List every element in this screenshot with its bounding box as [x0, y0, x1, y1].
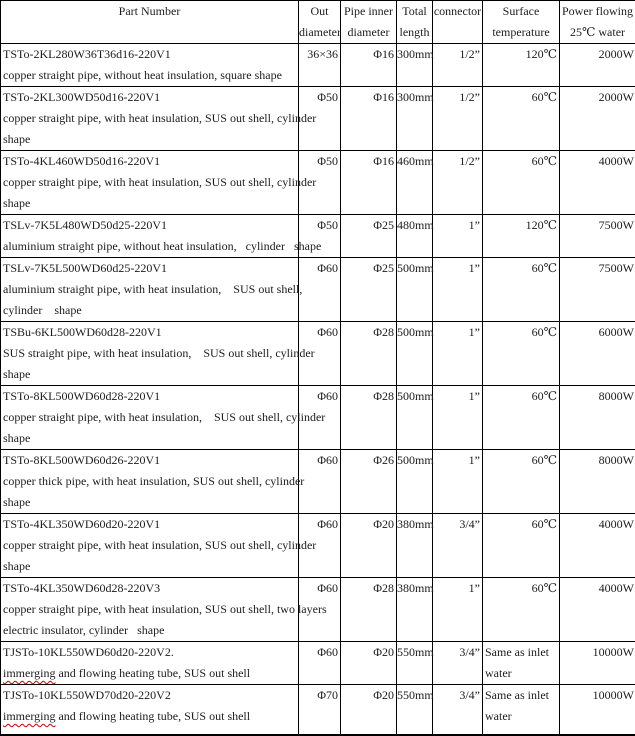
- cell-value: water: [485, 706, 559, 727]
- table-row: [1, 44, 635, 87]
- cell-value: Φ25: [341, 258, 394, 279]
- cell-value: 300mm: [397, 87, 430, 108]
- part-description-line: copper straight pipe, with heat insulation, SUS out shell, cylinder: [3, 535, 298, 556]
- table-row: [1, 215, 635, 258]
- pipe-inner-diameter-cell: [341, 386, 397, 450]
- part-number-cell: [1, 386, 299, 450]
- column-header-connector: [433, 1, 483, 44]
- power-cell: [560, 44, 635, 87]
- cell-value: 8000W: [560, 450, 634, 471]
- surface-temperature-cell: [483, 514, 560, 578]
- cell-value: Φ60: [299, 578, 338, 599]
- pipe-inner-diameter-cell: [341, 258, 397, 322]
- cell-value: Φ28: [341, 386, 394, 407]
- cell-value: 60℃: [483, 450, 557, 471]
- pipe-inner-diameter-cell: [341, 578, 397, 642]
- power-cell: [560, 642, 635, 685]
- surface-temperature-cell: [483, 44, 560, 87]
- part-description-line: shape: [3, 193, 298, 214]
- cell-value: Φ28: [341, 578, 394, 599]
- connector-cell: [433, 87, 483, 151]
- cell-value: Φ20: [341, 514, 394, 535]
- cell-value: 1/2”: [433, 151, 480, 172]
- part-description-line: shape: [3, 556, 298, 577]
- column-header-total-length: [397, 1, 433, 44]
- cell-value: 1”: [433, 258, 480, 279]
- power-cell: [560, 151, 635, 215]
- misspelled-word: immerging: [3, 709, 55, 723]
- cell-value: 3/4”: [433, 642, 480, 663]
- pipe-inner-diameter-cell: [341, 450, 397, 514]
- power-cell: [560, 322, 635, 386]
- column-header-line: length: [397, 22, 432, 43]
- power-cell: [560, 685, 635, 735]
- part-description-rest: and flowing heating tube, SUS out shell: [55, 666, 250, 680]
- column-header-line: connector: [433, 1, 482, 22]
- pipe-inner-diameter-cell: [341, 514, 397, 578]
- part-description-rest: and flowing heating tube, SUS out shell: [55, 709, 250, 723]
- out-diameter-cell: [299, 685, 341, 735]
- pipe-inner-diameter-cell: [341, 44, 397, 87]
- total-length-cell: [397, 322, 433, 386]
- surface-temperature-cell: [483, 685, 560, 735]
- cell-value: 550mm: [397, 642, 430, 663]
- part-number: TSLv-7K5L480WD50d25-220V1: [3, 215, 298, 236]
- cell-value: Φ50: [299, 87, 338, 108]
- cell-value: 2000W: [560, 87, 634, 108]
- surface-temperature-cell: [483, 215, 560, 258]
- part-number: TSTo-2KL280W36T36d16-220V1: [3, 44, 298, 65]
- total-length-cell: [397, 578, 433, 642]
- cell-value: 3/4”: [433, 514, 480, 535]
- cell-value: 1”: [433, 215, 480, 236]
- column-header-line: temperature: [483, 22, 559, 43]
- column-header-line: Part Number: [1, 1, 298, 22]
- surface-temperature-cell: [483, 258, 560, 322]
- part-description-line: copper thick pipe, with heat insulation, SUS out shell, cylinder: [3, 471, 298, 492]
- part-description-line: [3, 706, 298, 727]
- cell-value: Φ28: [341, 322, 394, 343]
- cell-value: Φ20: [341, 685, 394, 706]
- cell-value: Φ60: [299, 258, 338, 279]
- cell-value: 4000W: [560, 151, 634, 172]
- part-description-line: aluminium straight pipe, with heat insulation, SUS out shell,: [3, 279, 298, 300]
- cell-value: 60℃: [483, 322, 557, 343]
- cell-value: Φ16: [341, 44, 394, 65]
- cell-value: 6000W: [560, 322, 634, 343]
- connector-cell: [433, 386, 483, 450]
- cell-value: 60℃: [483, 514, 557, 535]
- cell-value: 380mm: [397, 578, 430, 599]
- power-cell: [560, 87, 635, 151]
- column-header-line: Total: [397, 1, 432, 22]
- cell-value: 500mm: [397, 450, 430, 471]
- connector-cell: [433, 44, 483, 87]
- cell-value: 380mm: [397, 514, 430, 535]
- table-row: [1, 685, 635, 735]
- surface-temperature-cell: [483, 386, 560, 450]
- part-description-line: copper straight pipe, with heat insulation, SUS out shell, cylinder: [3, 407, 298, 428]
- pipe-inner-diameter-cell: [341, 322, 397, 386]
- cell-value: 500mm: [397, 322, 430, 343]
- cell-value: Φ60: [299, 386, 338, 407]
- cell-value: 4000W: [560, 578, 634, 599]
- table-row: [1, 514, 635, 578]
- total-length-cell: [397, 386, 433, 450]
- part-description-line: electric insulator, cylinder shape: [3, 620, 298, 641]
- column-header-out-diameter: [299, 1, 341, 44]
- column-header-surface-temperature: [483, 1, 560, 44]
- pipe-inner-diameter-cell: [341, 642, 397, 685]
- cell-value: 3/4”: [433, 685, 480, 706]
- surface-temperature-cell: [483, 642, 560, 685]
- pipe-inner-diameter-cell: [341, 151, 397, 215]
- part-description-line: [3, 663, 298, 684]
- part-number-cell: [1, 215, 299, 258]
- part-number-cell: [1, 151, 299, 215]
- total-length-cell: [397, 450, 433, 514]
- part-number-cell: [1, 514, 299, 578]
- part-description-line: shape: [3, 364, 298, 385]
- column-header-line: Surface: [483, 1, 559, 22]
- part-number: TJSTo-10KL550WD60d20-220V2.: [3, 642, 298, 663]
- cell-value: Φ16: [341, 151, 394, 172]
- cell-value: 7500W: [560, 258, 634, 279]
- cell-value: Φ25: [341, 215, 394, 236]
- connector-cell: [433, 642, 483, 685]
- part-description-line: shape: [3, 428, 298, 449]
- cell-value: 60℃: [483, 87, 557, 108]
- connector-cell: [433, 578, 483, 642]
- cell-value: 1”: [433, 322, 480, 343]
- cell-value: water: [485, 663, 559, 684]
- cell-value: 1”: [433, 578, 480, 599]
- cell-value: 60℃: [483, 151, 557, 172]
- part-number: TJSTo-10KL550WD70d20-220V2: [3, 685, 298, 706]
- part-description-line: copper straight pipe, with heat insulation, SUS out shell, cylinder: [3, 108, 298, 129]
- part-number: TSTo-4KL350WD60d28-220V3: [3, 578, 298, 599]
- part-number-cell: [1, 685, 299, 735]
- column-header-line: Pipe inner: [341, 1, 396, 22]
- table-row: [1, 258, 635, 322]
- cell-value: 8000W: [560, 386, 634, 407]
- cell-value: Φ50: [299, 151, 338, 172]
- cell-value: 60℃: [483, 386, 557, 407]
- cell-value: 10000W: [560, 685, 634, 706]
- power-cell: [560, 514, 635, 578]
- misspelled-word: immerging: [3, 666, 55, 680]
- table-header: [1, 1, 635, 44]
- power-cell: [560, 258, 635, 322]
- cell-value: Φ16: [341, 87, 394, 108]
- cell-value: 300mm: [397, 44, 430, 65]
- part-number-cell: [1, 450, 299, 514]
- table-row: [1, 578, 635, 642]
- cell-value: 10000W: [560, 642, 634, 663]
- part-number: TSLv-7K5L500WD60d25-220V1: [3, 258, 298, 279]
- pipe-inner-diameter-cell: [341, 87, 397, 151]
- cell-value: 460mm: [397, 151, 430, 172]
- out-diameter-cell: [299, 44, 341, 87]
- column-header-line: diameter: [299, 22, 340, 43]
- cell-value: 1/2”: [433, 87, 480, 108]
- part-description-line: aluminium straight pipe, without heat insulation, cylinder shape: [3, 236, 298, 257]
- part-number: TSTo-4KL350WD60d20-220V1: [3, 514, 298, 535]
- part-number-cell: [1, 44, 299, 87]
- table-body: [1, 44, 635, 735]
- surface-temperature-cell: [483, 151, 560, 215]
- part-description-line: cylinder shape: [3, 300, 298, 321]
- cell-value: Same as inlet: [485, 685, 559, 706]
- part-description-line: shape: [3, 492, 298, 513]
- header-row: [1, 1, 635, 44]
- surface-temperature-cell: [483, 450, 560, 514]
- table-row: [1, 386, 635, 450]
- out-diameter-cell: [299, 258, 341, 322]
- part-description-line: copper straight pipe, with heat insulation, SUS out shell, cylinder: [3, 172, 298, 193]
- table-row: [1, 151, 635, 215]
- part-number: TSTo-4KL460WD50d16-220V1: [3, 151, 298, 172]
- cell-value: Φ20: [341, 642, 394, 663]
- connector-cell: [433, 450, 483, 514]
- connector-cell: [433, 685, 483, 735]
- total-length-cell: [397, 215, 433, 258]
- surface-temperature-cell: [483, 322, 560, 386]
- cell-value: 36×36: [299, 44, 338, 65]
- out-diameter-cell: [299, 642, 341, 685]
- connector-cell: [433, 215, 483, 258]
- connector-cell: [433, 151, 483, 215]
- cell-value: 2000W: [560, 44, 634, 65]
- part-number-cell: [1, 87, 299, 151]
- part-number: TSBu-6KL500WD60d28-220V1: [3, 322, 298, 343]
- cell-value: Φ60: [299, 642, 338, 663]
- cell-value: Φ26: [341, 450, 394, 471]
- total-length-cell: [397, 44, 433, 87]
- cell-value: 480mm: [397, 215, 430, 236]
- pipe-inner-diameter-cell: [341, 685, 397, 735]
- table-row: [1, 322, 635, 386]
- part-number: TSTo-2KL300WD50d16-220V1: [3, 87, 298, 108]
- part-number-cell: [1, 322, 299, 386]
- part-description-line: shape: [3, 129, 298, 150]
- cell-value: Same as inlet: [485, 642, 559, 663]
- power-cell: [560, 450, 635, 514]
- cell-value: 500mm: [397, 386, 430, 407]
- part-number: TSTo-8KL500WD60d26-220V1: [3, 450, 298, 471]
- pipe-inner-diameter-cell: [341, 215, 397, 258]
- column-header-line: diameter: [341, 22, 396, 43]
- total-length-cell: [397, 151, 433, 215]
- cell-value: 60℃: [483, 578, 557, 599]
- total-length-cell: [397, 642, 433, 685]
- power-cell: [560, 386, 635, 450]
- surface-temperature-cell: [483, 578, 560, 642]
- total-length-cell: [397, 87, 433, 151]
- cell-value: 7500W: [560, 215, 634, 236]
- cell-value: Φ60: [299, 450, 338, 471]
- power-cell: [560, 578, 635, 642]
- cell-value: 500mm: [397, 258, 430, 279]
- part-number: TSTo-8KL500WD60d28-220V1: [3, 386, 298, 407]
- cell-value: 4000W: [560, 514, 634, 535]
- surface-temperature-cell: [483, 87, 560, 151]
- connector-cell: [433, 322, 483, 386]
- column-header-line: Power flowing: [560, 1, 635, 22]
- total-length-cell: [397, 258, 433, 322]
- cell-value: 1/2”: [433, 44, 480, 65]
- column-header-line: 25℃ water: [560, 22, 635, 43]
- total-length-cell: [397, 685, 433, 735]
- cell-value: Φ60: [299, 514, 338, 535]
- part-description-line: copper straight pipe, with heat insulation, SUS out shell, two layers: [3, 599, 298, 620]
- part-number-cell: [1, 578, 299, 642]
- table-row: [1, 642, 635, 685]
- cell-value: 60℃: [483, 258, 557, 279]
- column-header-line: Out: [299, 1, 340, 22]
- column-header-power-flowing: [560, 1, 635, 44]
- connector-cell: [433, 514, 483, 578]
- table-row: [1, 450, 635, 514]
- column-header-part-number: [1, 1, 299, 44]
- out-diameter-cell: [299, 450, 341, 514]
- part-number-cell: [1, 258, 299, 322]
- cell-value: 1”: [433, 386, 480, 407]
- cell-value: Φ60: [299, 322, 338, 343]
- connector-cell: [433, 258, 483, 322]
- part-description-line: copper straight pipe, without heat insulation, square shape: [3, 65, 298, 86]
- column-header-pipe-inner-diameter: [341, 1, 397, 44]
- table-row: [1, 87, 635, 151]
- cell-value: 550mm: [397, 685, 430, 706]
- cell-value: Φ50: [299, 215, 338, 236]
- power-cell: [560, 215, 635, 258]
- part-number-cell: [1, 642, 299, 685]
- cell-value: 120℃: [483, 215, 557, 236]
- cell-value: 1”: [433, 450, 480, 471]
- part-description-line: SUS straight pipe, with heat insulation, SUS out shell, cylinder: [3, 343, 298, 364]
- total-length-cell: [397, 514, 433, 578]
- cell-value: 120℃: [483, 44, 557, 65]
- cell-value: Φ70: [299, 685, 338, 706]
